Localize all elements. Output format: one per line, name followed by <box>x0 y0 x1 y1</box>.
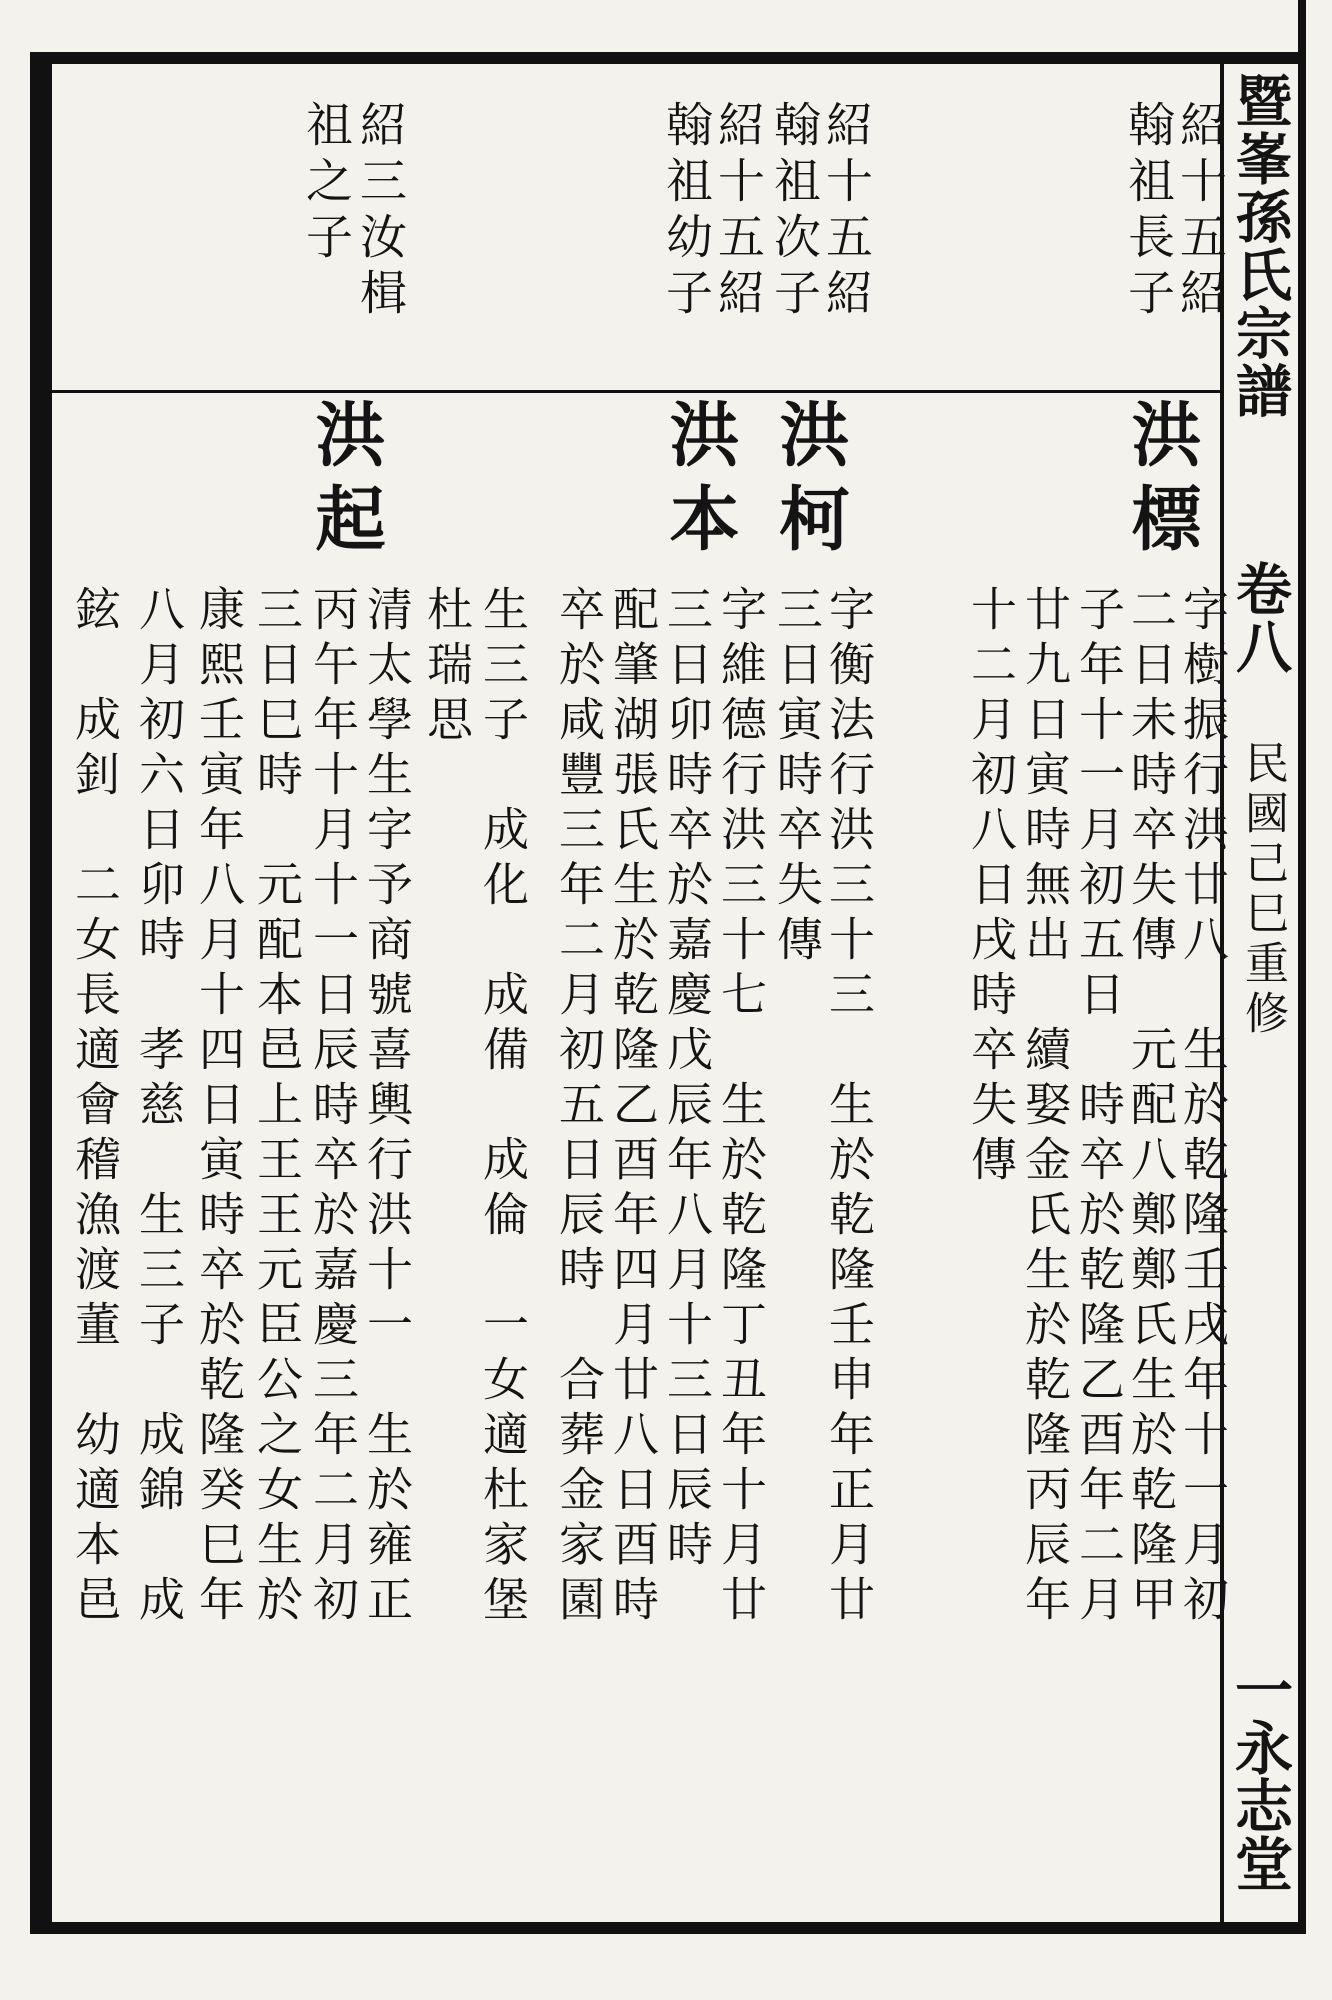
entry-text: 字樹振行洪廿八 生於乾隆壬戌年十一月初 <box>1176 585 1230 1630</box>
entry-text: 字衡法行洪三十三 生於乾隆壬申年正月廿 <box>822 585 876 1630</box>
left-border <box>30 52 52 1934</box>
person-name: 洪起 <box>304 398 387 566</box>
person-name: 洪柯 <box>768 398 851 566</box>
edition-note: 民國己巳重修 <box>1237 740 1288 1040</box>
person-name: 洪本 <box>658 398 741 566</box>
right-border <box>1298 0 1306 1934</box>
lineage-column: 紹十五紹 <box>710 100 765 324</box>
entry-text: 字維德行洪三十七 生於乾隆丁丑年十月廿 <box>714 585 768 1630</box>
entry-text: 十二月初八日戌時卒失傳 <box>964 585 1018 1190</box>
lineage-column: 翰祖次子 <box>766 100 821 324</box>
entry-text: 三日卯時卒於嘉慶戊辰年八月十三日辰時 <box>660 585 714 1575</box>
entry-text: 二日未時卒失傳 元配八鄭鄭氏生於乾隆甲 <box>1124 585 1178 1630</box>
entry-text: 鉉 成釗 二女長適會稽漁渡董 幼適本邑 <box>68 585 122 1630</box>
entry-text: 生三子 成化 成備 成倫 一女適杜家堡 <box>476 585 530 1630</box>
publisher-hall: 一永志堂 <box>1225 1660 1293 1892</box>
entry-text: 子年十一月初五日 時卒於乾隆乙酉年二月 <box>1072 585 1126 1630</box>
entry-text: 丙午年十月十一日辰時卒於嘉慶三年二月初 <box>306 585 360 1630</box>
lineage-column: 祖之子 <box>298 100 353 268</box>
entry-text: 三日巳時 元配本邑上王王元臣公之女生於 <box>250 585 304 1630</box>
lineage-column: 紹十五紹 <box>1172 100 1227 324</box>
entry-text: 三日寅時卒失傳 <box>770 585 824 970</box>
register-divider <box>52 390 1220 393</box>
lineage-column: 翰祖長子 <box>1120 100 1175 324</box>
entry-text: 配肇湖張氏生於乾隆乙酉年四月廿八日酉時 <box>606 585 660 1630</box>
bottom-border <box>30 1922 1305 1934</box>
entry-text: 八月初六日卯時 孝慈 生三子 成錦 成 <box>132 585 186 1630</box>
entry-text: 清太學生字予商號喜輿行洪十一 生於雍正 <box>360 585 414 1630</box>
entry-text: 杜瑞思 <box>420 585 474 750</box>
book-title: 暨峯孫氏宗譜 <box>1227 72 1293 420</box>
lineage-column: 紹三汝楫 <box>352 100 407 324</box>
entry-text: 廿九日寅時無出 續娶金氏生於乾隆丙辰年 <box>1018 585 1072 1630</box>
entry-text: 康熙壬寅年八月十四日寅時卒於乾隆癸巳年 <box>192 585 246 1630</box>
entry-text: 卒於咸豐三年二月初五日辰時 合葬金家園 <box>552 585 606 1630</box>
lineage-column: 翰祖幼子 <box>658 100 713 324</box>
lineage-column: 紹十五紹 <box>818 100 873 324</box>
top-border <box>30 52 1305 64</box>
volume-label: 卷八 <box>1227 560 1293 676</box>
person-name: 洪標 <box>1120 398 1203 566</box>
